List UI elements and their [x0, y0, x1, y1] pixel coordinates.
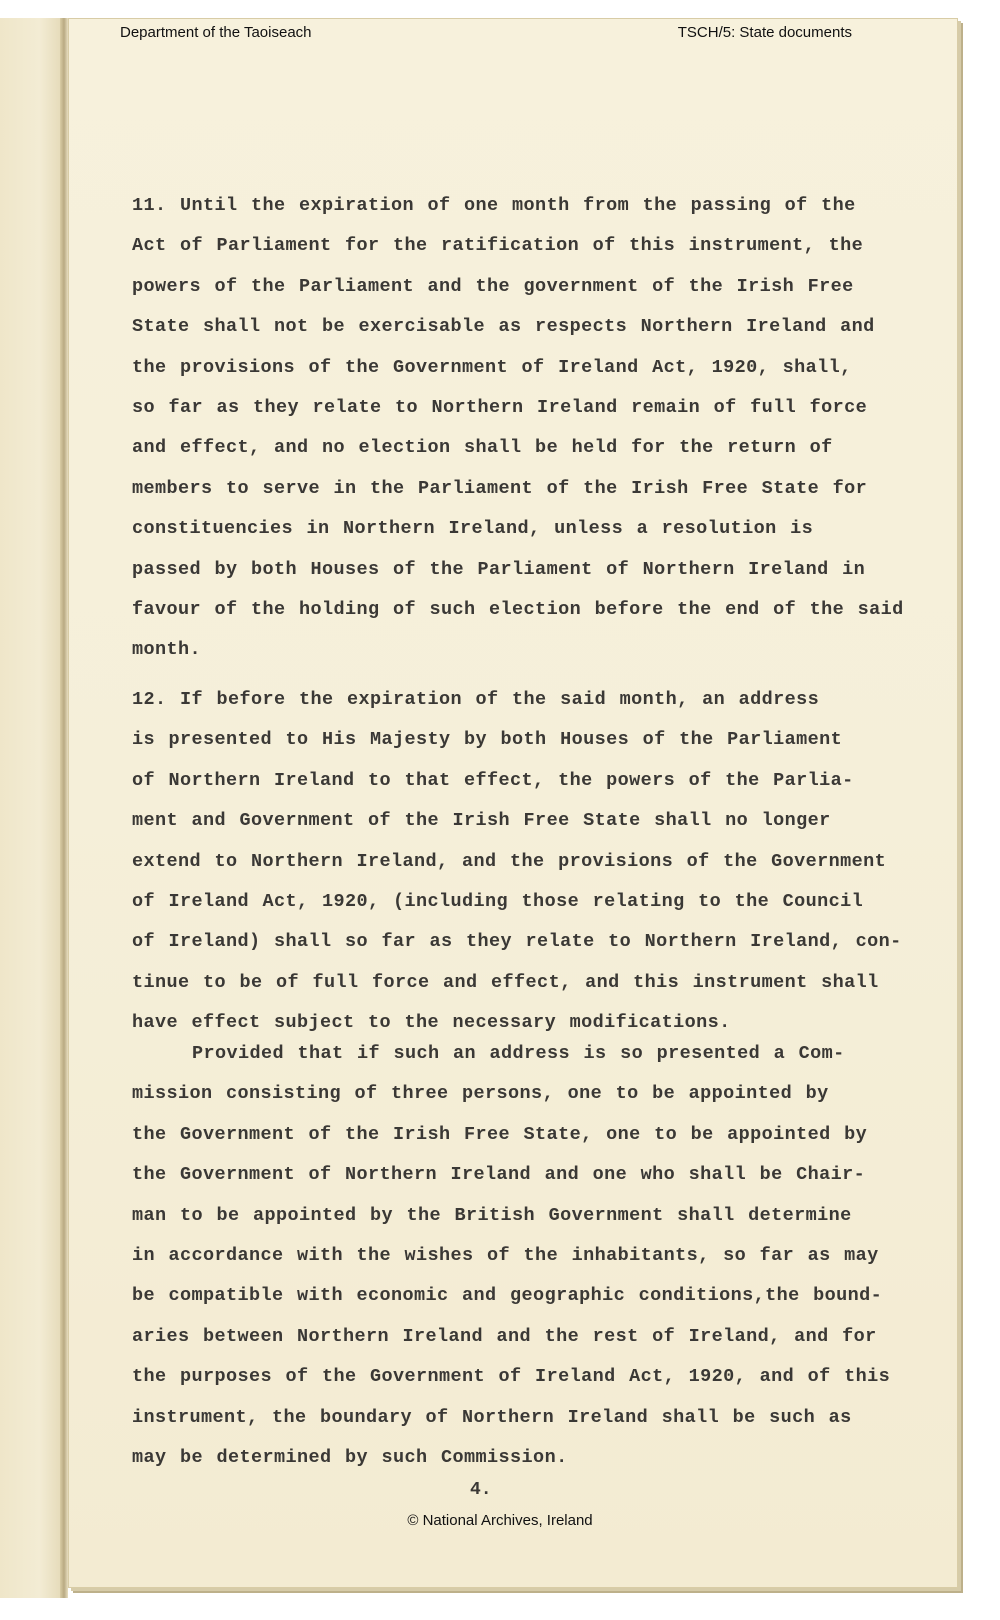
text-line: have effect subject to the necessary modifications.: [132, 1012, 731, 1034]
text-line: so far as they relate to Northern Ireland remain of full force: [132, 396, 868, 418]
text-line: instrument, the boundary of Northern Ireland shall be such as: [132, 1406, 852, 1428]
text-line: in accordance with the wishes of the inhabitants, so far as may: [132, 1244, 879, 1266]
text-line: the purposes of the Government of Ireland Act, 1920, and of this: [132, 1366, 891, 1388]
text-line: Provided that if such an address is so presented a Com-: [192, 1043, 845, 1064]
text-line: powers of the Parliament and the government of the Irish Free: [132, 275, 854, 297]
text-line: is presented to His Majesty by both Houses of the Parliament: [132, 729, 843, 751]
text-line: 11. Until the expiration of one month from the passing of the: [132, 195, 856, 216]
text-line: favour of the holding of such election before the end of the said: [132, 598, 904, 620]
book-spine: [60, 18, 68, 1598]
paragraph-12: [132, 680, 922, 1044]
text-line: may be determined by such Commission.: [132, 1446, 568, 1468]
text-line: man to be appointed by the British Government shall determine: [132, 1204, 852, 1226]
text-line: passed by both Houses of the Parliament of Northern Ireland in: [132, 558, 866, 580]
text-line: State shall not be exercisable as respects Northern Ireland and: [132, 316, 875, 338]
facing-page-edge: [0, 18, 68, 1598]
text-line: aries between Northern Ireland and the rest of Ireland, and for: [132, 1325, 877, 1347]
text-line: the Government of the Irish Free State, one to be appointed by: [132, 1123, 868, 1145]
page-number: 4.: [470, 1480, 492, 1500]
text-line: tinue to be of full force and effect, and this instrument shall: [132, 971, 879, 993]
text-line: month.: [132, 639, 202, 661]
text-line: members to serve in the Parliament of the Irish Free State for: [132, 477, 868, 499]
text-line: Act of Parliament for the ratification of this instrument, the: [132, 235, 864, 257]
text-line: be compatible with economic and geographic conditions,the bound-: [132, 1285, 883, 1307]
text-line: of Ireland Act, 1920, (including those relating to the Council: [132, 890, 864, 912]
header-department: Department of the Taoiseach: [120, 24, 312, 41]
text-line: of Northern Ireland to that effect, the powers of the Parlia-: [132, 769, 854, 791]
text-line: mission consisting of three persons, one to be appointed by: [132, 1083, 829, 1105]
text-line: constituencies in Northern Ireland, unless a resolution is: [132, 518, 814, 540]
text-line: ment and Government of the Irish Free State shall no longer: [132, 810, 831, 832]
paragraph-proviso: [132, 1034, 922, 1478]
text-line: of Ireland) shall so far as they relate to Northern Ireland, con-: [132, 931, 902, 953]
text-line: 12. If before the expiration of the said month, an address: [132, 689, 820, 710]
text-line: the provisions of the Government of Ireland Act, 1920, shall,: [132, 356, 852, 378]
paragraph-11: [132, 186, 922, 671]
copyright-notice: © National Archives, Ireland: [407, 1512, 593, 1529]
text-line: the Government of Northern Ireland and one who shall be Chair-: [132, 1164, 866, 1186]
header-reference: TSCH/5: State documents: [677, 24, 852, 41]
text-line: extend to Northern Ireland, and the provisions of the Government: [132, 850, 887, 872]
text-line: and effect, and no election shall be held for the return of: [132, 437, 833, 459]
